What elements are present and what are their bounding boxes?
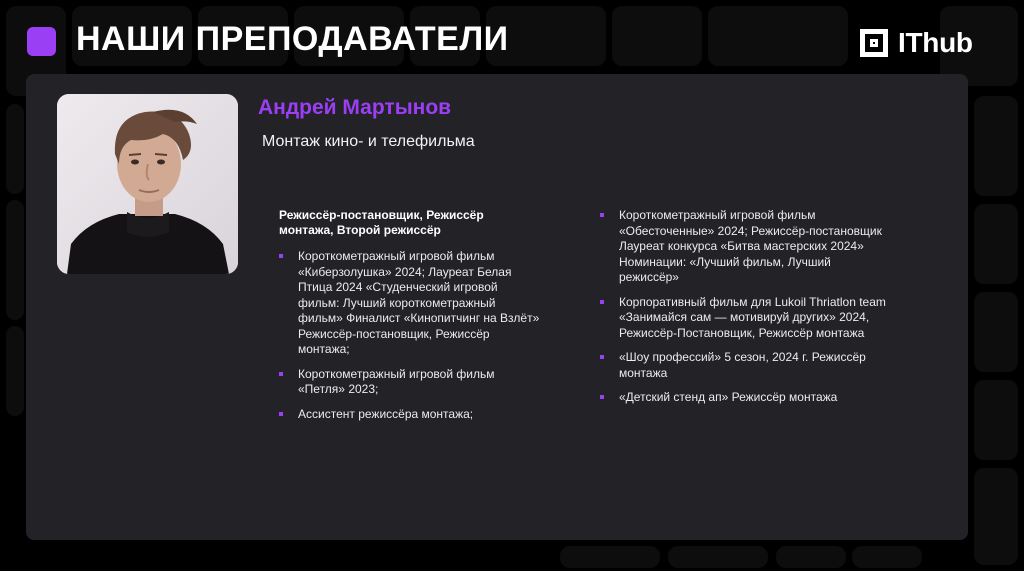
list-item: Корпоративный фильм для Lukoil Thriatlon team «Занимайся сам — мотивируй других» 2024, Режиссёр-Постановщик, Режиссёр монтажа [600,295,890,342]
experience-list-right [600,208,890,406]
list-item: «Детский стенд ап» Режиссёр монтажа [600,390,890,406]
bullet-icon [600,395,604,399]
teacher-photo [57,94,238,274]
experience-column-right [600,208,890,415]
bullet-icon [600,300,604,304]
bullet-icon [279,254,283,258]
experience-column-left [279,208,541,431]
bullet-icon [279,372,283,376]
list-item: Короткометражный игровой фильм «Обесточенные» 2024; Режиссёр-постановщик Лауреат конкурса «Битва мастерских 2024» Номинации: «Лучший фильм, Лучший режиссёр» [600,208,890,286]
teacher-name: Андрей Мартынов [258,96,452,119]
list-item: Короткометражный игровой фильм «Петля» 2023; [279,367,541,398]
list-item: «Шоу профессий» 5 сезон, 2024 г. Режиссёр монтажа [600,350,890,381]
logo-mark-icon [860,29,888,57]
experience-list-left [279,249,541,422]
accent-square [27,27,56,56]
logo-text: IThub [898,27,973,58]
bullet-icon [600,213,604,217]
teacher-subject: Монтаж кино- и телефильма [262,133,475,150]
bullet-icon [279,412,283,416]
list-item: Ассистент режиссёра монтажа; [279,407,541,423]
page-title: НАШИ ПРЕПОДАВАТЕЛИ [76,20,509,58]
roles-heading: Режиссёр-постановщик, Режиссёр монтажа, Второй режиссёр [279,208,484,237]
bullet-icon [600,355,604,359]
ithub-logo [860,26,973,60]
list-item: Короткометражный игровой фильм «Киберзолушка» 2024; Лауреат Белая Птица 2024 «Студенческий игровой фильм: Лучший короткометражный фильм» Финалист «Кинопитчинг на Взлёт» Режиссёр-постановщик, Режиссёр монтажа; [279,249,541,358]
